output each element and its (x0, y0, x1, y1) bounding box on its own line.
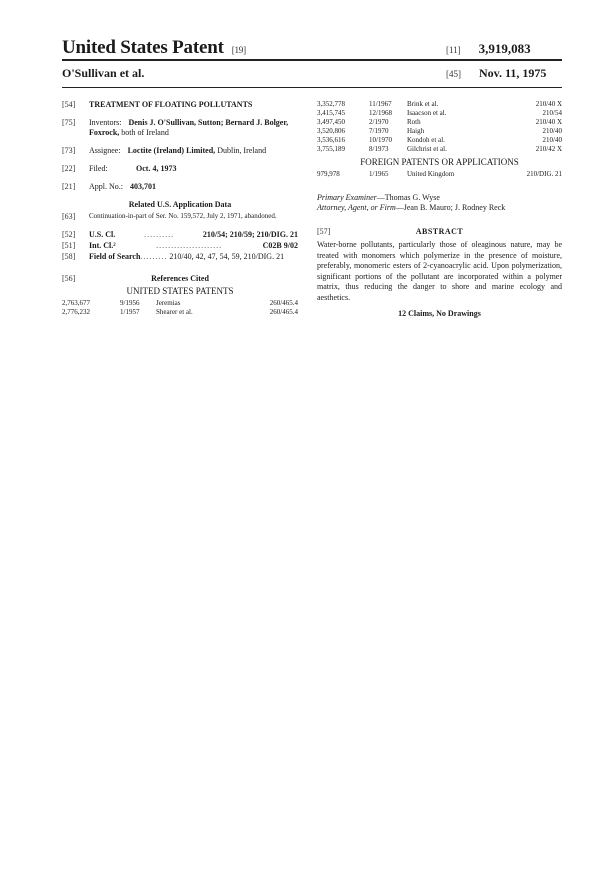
patentee: Kondoh et al. (407, 136, 445, 144)
patentee: Shearer et al. (156, 308, 193, 316)
search-label: Field of Search (89, 252, 141, 261)
table-row (62, 299, 298, 308)
primary-examiner (317, 193, 562, 203)
patent-date: 10/1970 (369, 136, 392, 144)
invention-title: TREATMENT OF FLOATING POLLUTANTS (89, 100, 253, 109)
patentee: Roth (407, 118, 421, 126)
patent-office-title (62, 37, 246, 59)
header-rule-bottom (62, 87, 562, 88)
primary-examiner-label: Primary Examiner (317, 193, 377, 202)
inventor-short: O'Sullivan et al. (62, 66, 145, 80)
field-code: [51] (62, 241, 76, 250)
patent-date: 7/1970 (369, 127, 389, 135)
patent-class: 210/42 X (535, 145, 562, 153)
table-row (317, 145, 562, 154)
related-data-heading: Related U.S. Application Data (128, 200, 232, 209)
us-patents-table-left (62, 299, 298, 317)
patent-class: 210/54 (542, 109, 562, 117)
patent-number-value: 3,919,083 (478, 41, 531, 56)
patent-number (446, 41, 531, 57)
patent-class: 210/40 X (535, 100, 562, 108)
continuation-text: Continuation-in-part of Ser. No. 159,572, July 2, 1971, abandoned. (89, 212, 277, 220)
patentee: Haigh (407, 127, 425, 135)
patent-country: United Kingdom (407, 170, 455, 178)
us-patents-heading: UNITED STATES PATENTS (126, 286, 234, 296)
patent-date: 1/1965 (369, 170, 389, 178)
patent-class: 210/40 (542, 136, 562, 144)
us-cl-label: U.S. Cl. (89, 230, 116, 239)
patent-date (446, 66, 546, 81)
assignee-name: Loctite (Ireland) Limited, (127, 146, 216, 155)
foreign-patents-heading: FOREIGN PATENTS OR APPLICATIONS (360, 157, 519, 167)
patent-class: 260/465.4 (269, 308, 298, 316)
patent-num: 3,415,745 (317, 109, 345, 117)
field-code: [21] (62, 182, 76, 191)
field-title (62, 100, 298, 110)
field-code: [57] (317, 227, 331, 236)
filed-label: Filed: (89, 164, 108, 173)
field-code: [22] (62, 164, 76, 173)
patentee: Brink et al. (407, 100, 439, 108)
abstract-heading: ABSTRACT (415, 227, 464, 236)
int-cl-value: C02B 9/02 (262, 241, 298, 250)
patentee: Jeremias (156, 299, 181, 307)
patent-class: 260/465.4 (269, 299, 298, 307)
patentee: Gilchrist et al. (407, 145, 447, 153)
dot-leader: .......... (144, 230, 175, 239)
abstract-text: Water-borne pollutants, particularly those of oleaginous nature, may be treated with monomers which polymerize in the presence of moisture, preferably, monomeric esters of 2-cyanoacrylic acid. Upon polymerization, significant portions of the pollutant are incorporated within a polymer matrix, thus reducing the danger to shore and marine ecology and aesthetics. (317, 240, 562, 302)
field-inventors (62, 118, 298, 138)
field-continuation (62, 212, 298, 222)
primary-examiner-name: —Thomas G. Wyse (376, 193, 440, 202)
field-search (62, 252, 298, 262)
attorney-name: —Jean B. Mauro; J. Rodney Reck (395, 203, 506, 212)
inventors-label: Inventors: (89, 118, 122, 127)
patent-date: 9/1956 (120, 299, 140, 307)
patent-num: 2,776,232 (62, 308, 90, 316)
dot-leader: ......... (140, 252, 168, 261)
patent-num: 2,763,677 (62, 299, 90, 307)
field-code: [56] (62, 274, 76, 283)
patent-date: 12/1968 (369, 109, 392, 117)
title-code: [19] (231, 45, 246, 55)
field-int-cl (62, 241, 298, 251)
header-rule-top (62, 59, 562, 61)
inventor-names: Denis J. O'Sullivan, Sutton; Bernard J. Bolger, Foxrock, (89, 118, 289, 137)
attorney-label: Attorney, Agent, or Firm (317, 203, 396, 212)
table-row (317, 136, 562, 145)
patent-num: 3,520,806 (317, 127, 345, 135)
table-row (62, 308, 298, 317)
appl-label: Appl. No.: (89, 182, 123, 191)
field-refs (62, 274, 298, 284)
patent-date: 8/1973 (369, 145, 389, 153)
field-filed (62, 164, 298, 174)
assignee-label: Assignee: (89, 146, 121, 155)
patent-date-code: [45] (446, 69, 461, 79)
patent-num: 3,755,189 (317, 145, 345, 153)
dot-leader: ...................... (156, 241, 223, 250)
patent-class: 210/40 X (535, 118, 562, 126)
field-code: [63] (62, 212, 76, 221)
search-value: 210/40, 42, 47, 54, 59, 210/DIG. 21 (169, 252, 285, 261)
field-assignee (62, 146, 298, 156)
field-us-cl (62, 230, 298, 240)
patent-class: 210/DIG. 21 (526, 170, 562, 178)
patentee: Isaacson et al. (407, 109, 447, 117)
us-cl-value: 210/54; 210/59; 210/DIG. 21 (202, 230, 298, 239)
table-row (317, 118, 562, 127)
table-row (317, 170, 562, 179)
patent-class: 210/40 (542, 127, 562, 135)
patent-num: 3,536,616 (317, 136, 345, 144)
patent-num: 3,352,778 (317, 100, 345, 108)
field-appl (62, 182, 298, 192)
us-patents-table-right (317, 100, 562, 154)
title-text: United States Patent (62, 37, 224, 58)
examiner-block (317, 193, 562, 213)
assignee-location: Dublin, Ireland (217, 146, 267, 155)
table-row (317, 109, 562, 118)
field-code: [54] (62, 100, 76, 109)
abstract-heading-row (317, 227, 562, 237)
patent-date: 1/1957 (120, 308, 140, 316)
field-code: [73] (62, 146, 76, 155)
patent-date: 11/1967 (369, 100, 392, 108)
table-row (317, 127, 562, 136)
table-row (317, 100, 562, 109)
patent-date: 2/1970 (369, 118, 389, 126)
right-column (317, 100, 562, 319)
patent-num: 3,497,450 (317, 118, 345, 126)
appl-number: 403,701 (130, 182, 156, 191)
patent-number-code: [11] (446, 45, 461, 55)
inventor-location: both of Ireland (121, 128, 169, 137)
references-heading: References Cited (151, 274, 209, 283)
patent-num: 979,978 (317, 170, 340, 178)
field-code: [58] (62, 252, 76, 261)
patent-date-value: Nov. 11, 1975 (479, 66, 547, 80)
field-code: [75] (62, 118, 76, 127)
attorney (317, 203, 562, 213)
claims-summary: 12 Claims, No Drawings (398, 309, 481, 318)
left-column (62, 100, 298, 317)
field-code: [52] (62, 230, 76, 239)
foreign-patents-table (317, 170, 562, 179)
int-cl-label: Int. Cl.² (89, 241, 116, 250)
filed-date: Oct. 4, 1973 (136, 164, 177, 173)
